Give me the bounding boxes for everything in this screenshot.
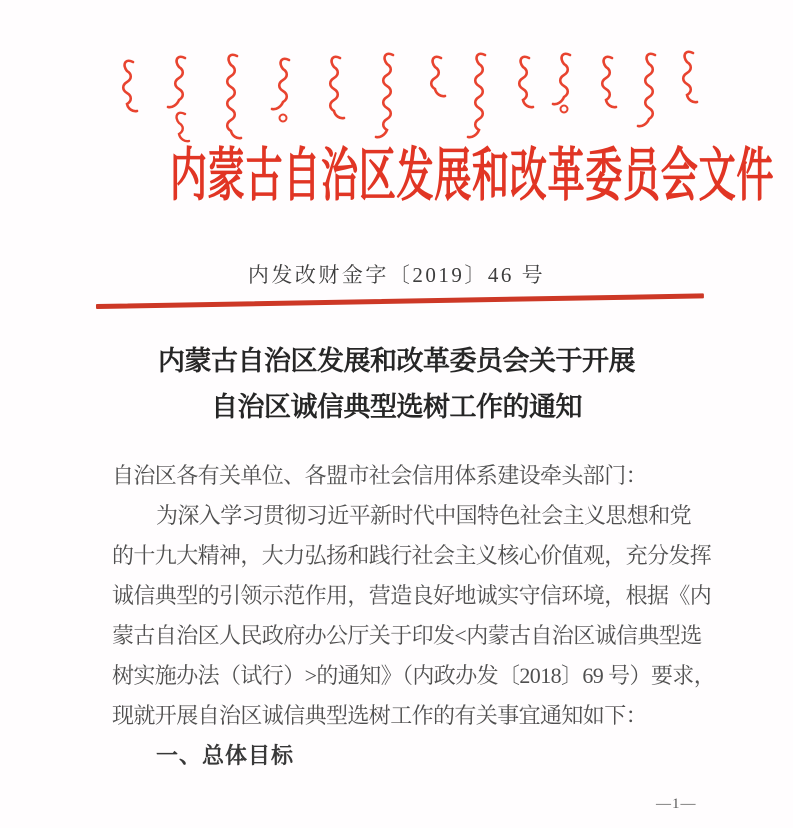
agency-title-text: 内蒙古自治区发展和改革委员会文件 — [169, 143, 775, 208]
body-line: 为深入学习贯彻习近平新时代中国特色社会主义思想和党 — [156, 503, 692, 528]
section-heading: 一、总体目标 — [156, 743, 295, 768]
body-line: 诚信典型的引领示范作用，营造良好地诚实守信环境，根据《内 — [112, 583, 712, 608]
red-separator-line — [96, 293, 704, 309]
document-title — [0, 338, 793, 430]
doc-number: 内发改财金字〔2019〕46 号 — [247, 263, 546, 287]
document-body — [112, 456, 716, 776]
document-title-line1: 内蒙古自治区发展和改革委员会关于开展 — [158, 346, 635, 376]
agency-title — [0, 140, 793, 212]
document-title-line2: 自治区诚信典型选树工作的通知 — [211, 392, 582, 422]
body-line: 的十九大精神，大力弘扬和践行社会主义核心价值观，充分发挥 — [112, 543, 712, 568]
body-line: 树实施办法（试行）>的通知》（内政办发〔2018〕69 号）要求， — [112, 663, 716, 688]
page-number: —1— — [656, 796, 697, 812]
body-line: 现就开展自治区诚信典型选树工作的有关事宜通知如下： — [112, 703, 648, 728]
body-line: 蒙古自治区人民政府办公厅关于印发<内蒙古自治区诚信典型选 — [112, 623, 702, 648]
body-line: 自治区各有关单位、各盟市社会信用体系建设牵头部门： — [112, 463, 648, 488]
mongolian-script-header-icon — [100, 46, 700, 150]
